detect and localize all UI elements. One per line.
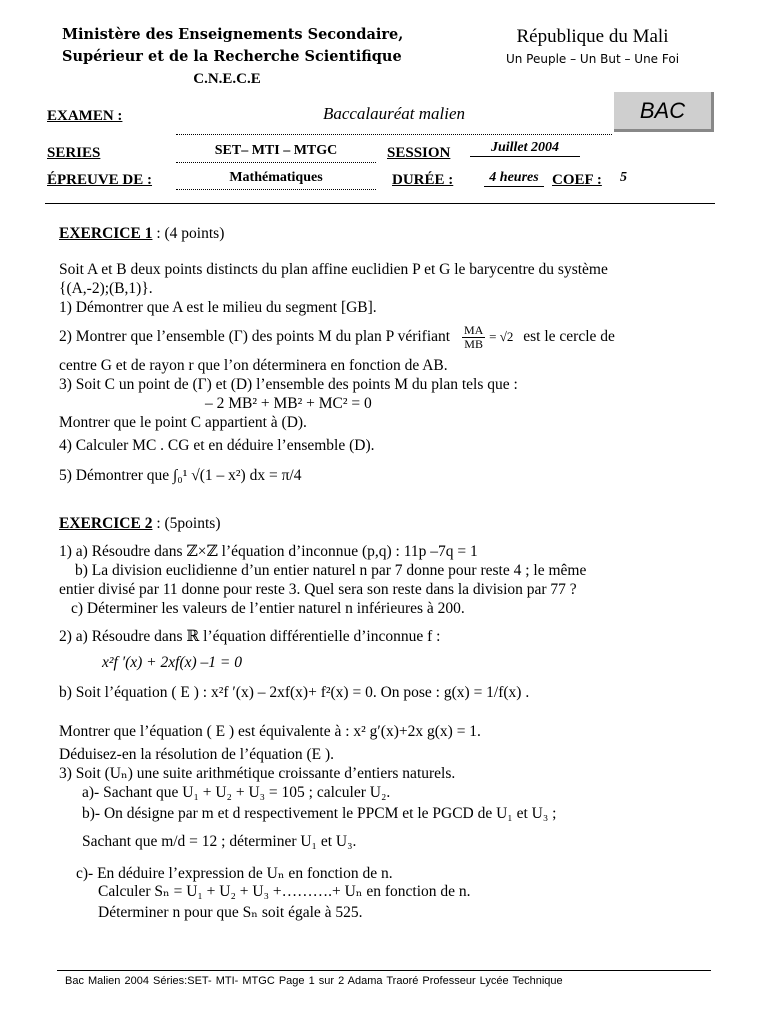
ex1-q2-num: MA xyxy=(463,323,484,337)
ex1-heading xyxy=(59,224,224,243)
ex1-q3: 3) Soit C un point de (Γ) et (D) l’ensemble des points M du plan tels que : xyxy=(59,376,518,393)
ex1-q2-text-b: est le cercle de xyxy=(523,328,615,346)
ex1-q1: 1) Démontrer que A est le milieu du segment [GB]. xyxy=(59,299,377,316)
ex1-q5: 5) Démontrer que ∫₀¹ √(1 – x²) dx = π/4 xyxy=(59,467,302,484)
epreuve-dotline xyxy=(176,189,376,190)
ex1-q3-b: Montrer que le point C appartient à (D). xyxy=(59,414,307,431)
ministry-line-1: Ministère des Enseignements Secondaire, xyxy=(62,26,404,43)
ex2-q1b-2: entier divisé par 11 donne pour reste 3. Quel sera son reste dans la division par 77 ? xyxy=(59,581,577,598)
session-label: SESSION xyxy=(387,145,451,161)
ex1-q2-line2: centre G et de rayon r que l’on déterminera en fonction de AB. xyxy=(59,357,448,374)
ex1-q2-eq: = √2 xyxy=(489,329,514,345)
ex2-q3c-2: Calculer Sₙ = U₁ + U₂ + U₃ +……….+ Uₙ en fonction de n. xyxy=(98,883,471,900)
ex1-q2-fraction xyxy=(462,324,485,351)
ex1-intro-1: Soit A et B deux points distincts du plan affine euclidien P et G le barycentre du système xyxy=(59,261,608,278)
ex1-q4: 4) Calculer MC . CG et en déduire l’ensemble (D). xyxy=(59,437,375,454)
ex2-q2-equation: x²f ′(x) + 2xf(x) –1 = 0 xyxy=(102,654,242,671)
cnece-label: C.N.E.C.E xyxy=(193,71,261,87)
ex2-q3: 3) Soit (Uₙ) une suite arithmétique croissante d’entiers naturels. xyxy=(59,765,456,782)
ex2-q3c: c)- En déduire l’expression de Uₙ en fonction de n. xyxy=(76,865,393,882)
footer-rule xyxy=(57,970,711,971)
series-value: SET– MTI – MTGC xyxy=(214,143,338,158)
ex2-q1a: 1) a) Résoudre dans ℤ×ℤ l’équation d’inconnue (p,q) : 11p –7q = 1 xyxy=(59,543,478,560)
ex2-q2a: 2) a) Résoudre dans ℝ l’équation différentielle d’inconnue f : xyxy=(59,628,441,645)
coef-value: 5 xyxy=(620,170,627,185)
ex2-q2b: b) Soit l’équation ( E ) : x²f ′(x) – 2xf(x)+ f²(x) = 0. On pose : g(x) = 1/f(x) . xyxy=(59,684,530,701)
ex2-q3b: b)- On désigne par m et d respectivement le PPCM et le PGCD de U₁ et U₃ ; xyxy=(82,805,557,822)
ex2-q2d: Déduisez-en la résolution de l’équation (E ). xyxy=(59,746,335,763)
motto: Un Peuple – Un But – Une Foi xyxy=(505,52,680,66)
ex1-q3-equation: – 2 MB² + MB² + MC² = 0 xyxy=(205,395,372,412)
ex2-q3a: a)- Sachant que U₁ + U₂ + U₃ = 105 ; calculer U₂. xyxy=(82,784,391,801)
ex1-q2-text: 2) Montrer que l’ensemble (Γ) des points M du plan P vérifiant xyxy=(59,328,451,346)
bac-badge xyxy=(614,92,714,132)
ex2-q1c: c) Déterminer les valeurs de l’entier naturel n inférieures à 200. xyxy=(71,600,465,617)
ex2-q2c: Montrer que l’équation ( E ) est équivalente à : x² g′(x)+2x g(x) = 1. xyxy=(59,723,481,740)
epreuve-value: Mathématiques xyxy=(229,170,323,185)
bac-badge-label: BAC xyxy=(639,98,686,123)
ex2-q1b-1: b) La division euclidienne d’un entier naturel n par 7 donne pour reste 4 ; le même xyxy=(75,562,587,579)
header-bottom-rule xyxy=(45,203,715,204)
republic-title: République du Mali xyxy=(516,26,669,47)
series-label: SERIES xyxy=(47,145,101,161)
ex2-q3c-3: Déterminer n pour que Sₙ soit égale à 525. xyxy=(98,904,363,921)
session-value: Juillet 2004 xyxy=(470,140,580,157)
ex1-q2-den: MB xyxy=(464,337,483,351)
ex2-heading xyxy=(59,514,220,533)
ex1-title: EXERCICE 1 xyxy=(59,225,153,242)
ex2-title: EXERCICE 2 xyxy=(59,515,153,532)
footer-text: Bac Malien 2004 Séries:SET- MTI- MTGC Page 1 sur 2 Adama Traoré Professeur Lycée Technique xyxy=(65,975,563,987)
ex2-points: : (5points) xyxy=(152,515,221,532)
ex2-q3b-2: Sachant que m/d = 12 ; déterminer U₁ et U₃. xyxy=(82,833,357,850)
duree-label: DURÉE : xyxy=(392,172,454,188)
series-dotline xyxy=(176,162,376,163)
ex1-q2-line1 xyxy=(59,324,615,351)
examen-label: EXAMEN : xyxy=(47,108,123,124)
coef-label: COEF : xyxy=(552,172,602,188)
ex1-points: : (4 points) xyxy=(152,225,225,242)
republic-block xyxy=(470,26,715,66)
duree-value: 4 heures xyxy=(484,170,544,187)
ministry-line-2: Supérieur et de la Recherche Scientifique xyxy=(62,48,402,65)
ministry-block xyxy=(62,24,404,90)
epreuve-label: ÉPREUVE DE : xyxy=(47,172,153,188)
ex1-intro-2: {(A,-2);(B,1)}. xyxy=(59,280,153,297)
examen-dotline xyxy=(176,134,612,135)
examen-value: Baccalauréat malien xyxy=(322,104,466,123)
